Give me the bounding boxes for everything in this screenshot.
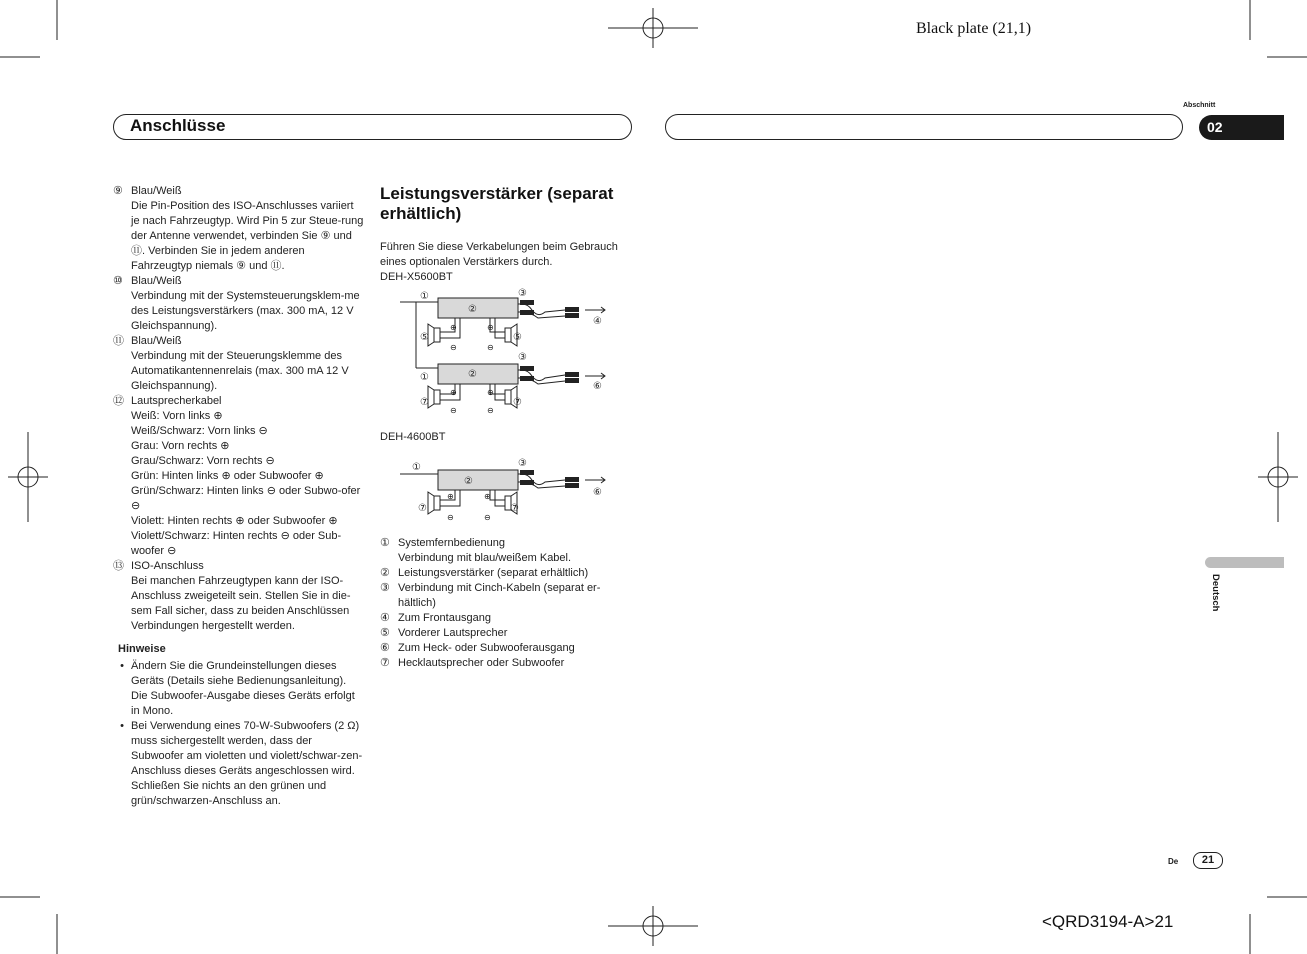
amp-intro: Führen Sie diese Verkabelungen beim Gebrauch eines optionalen Verstärkers durch. bbox=[380, 241, 618, 268]
list-item bbox=[380, 611, 620, 626]
item-title: Vorderer Lautsprecher bbox=[398, 627, 508, 639]
list-item bbox=[113, 274, 365, 334]
wiring-diagram-4600bt bbox=[400, 454, 620, 526]
label-7a: ⑦ bbox=[420, 397, 429, 408]
note-item bbox=[113, 719, 365, 809]
list-item bbox=[113, 559, 365, 634]
item-line: Grün/Schwarz: Hinten links ⊖ oder Subwo-ofer ⊖ bbox=[131, 485, 361, 512]
language-tab bbox=[1205, 557, 1284, 568]
left-column bbox=[113, 184, 365, 809]
label-1: ① bbox=[412, 462, 421, 473]
note-item bbox=[113, 659, 365, 719]
abschnitt-label: Abschnitt bbox=[1183, 102, 1216, 109]
notes-title: Hinweise bbox=[118, 643, 166, 655]
list-item bbox=[380, 536, 620, 566]
plus-sign: ⊕ bbox=[487, 323, 494, 332]
label-2: ② bbox=[464, 476, 473, 487]
list-item bbox=[113, 334, 365, 394]
item-title: Leistungsverstärker (separat erhältlich) bbox=[398, 567, 589, 579]
item-title: Systemfernbedienung bbox=[398, 537, 506, 549]
section-title: Anschlüsse bbox=[130, 116, 226, 135]
item-number: ⑥ bbox=[380, 642, 390, 654]
item-number: ⑤ bbox=[380, 627, 390, 639]
item-line: Grau/Schwarz: Vorn rechts ⊖ bbox=[131, 455, 275, 467]
label-4: ④ bbox=[593, 316, 602, 327]
minus-sign: ⊖ bbox=[450, 406, 457, 415]
label-7b: ⑦ bbox=[510, 503, 519, 514]
header-bar-right bbox=[665, 114, 1183, 140]
label-5a: ⑤ bbox=[420, 332, 429, 343]
plus-sign: ⊕ bbox=[484, 492, 491, 501]
list-item bbox=[380, 656, 620, 671]
item-line: Verbindung mit der Systemsteuerungsklem-me des Leistungsverstärkers (max. 300 mA, 12 V Gleichspannung). bbox=[131, 290, 360, 332]
item-number: ⑫ bbox=[113, 395, 124, 407]
item-number: ⑩ bbox=[113, 275, 123, 287]
label-1a: ① bbox=[420, 291, 429, 302]
item-number: ④ bbox=[380, 612, 390, 624]
label-3b: ③ bbox=[518, 352, 527, 363]
section-number-tab: 02 bbox=[1199, 115, 1284, 140]
list-item bbox=[380, 581, 620, 611]
item-number: ⑨ bbox=[113, 185, 123, 197]
plus-sign: ⊕ bbox=[450, 388, 457, 397]
item-number: ② bbox=[380, 567, 390, 579]
model-x5600bt: DEH-X5600BT bbox=[380, 271, 453, 283]
wire-list bbox=[113, 184, 365, 634]
document-code: <QRD3194-A>21 bbox=[1042, 912, 1174, 931]
item-line: Violett/Schwarz: Hinten rechts ⊖ oder Sub-woofer ⊖ bbox=[131, 530, 342, 557]
wiring-diagram-x5600bt bbox=[400, 282, 620, 422]
item-number: ① bbox=[380, 537, 390, 549]
item-line: Die Pin-Position des ISO-Anschlusses variiert je nach Fahrzeugtyp. Wird Pin 5 zur Steue-rung der Antenne verwendet, verbinden Sie ⑨ und ⑪. Verbinden Sie in jedem anderen Fahrzeugtyp niemals ⑨ und ⑪. bbox=[131, 200, 364, 272]
item-title: Blau/Weiß bbox=[131, 185, 182, 197]
note-text: Bei Verwendung eines 70-W-Subwoofers (2 Ω) muss sichergestellt werden, dass der Subwoofer am violetten und violett/schwar-zen-Anschluss dieses Geräts angeschlossen wird. Schließen Sie nichts an den grünen und grün/schwarzen-Anschluss an. bbox=[131, 720, 363, 807]
minus-sign: ⊖ bbox=[447, 513, 454, 522]
plus-sign: ⊕ bbox=[487, 388, 494, 397]
label-2b: ② bbox=[468, 369, 477, 380]
item-line: Weiß/Schwarz: Vorn links ⊖ bbox=[131, 425, 268, 437]
label-6: ⑥ bbox=[593, 381, 602, 392]
item-line: Verbindung mit der Steuerungsklemme des Automatikantennenrelais (max. 300 mA 12 V Gleichspannung). bbox=[131, 350, 349, 392]
item-title: Zum Heck- oder Subwooferausgang bbox=[398, 642, 575, 654]
plus-sign: ⊕ bbox=[450, 323, 457, 332]
item-line: Grün: Hinten links ⊕ oder Subwoofer ⊕ bbox=[131, 470, 324, 482]
plus-sign: ⊕ bbox=[447, 492, 454, 501]
list-item bbox=[113, 394, 365, 559]
item-title: Blau/Weiß bbox=[131, 335, 182, 347]
item-title: ISO-Anschluss bbox=[131, 560, 204, 572]
label-5b: ⑤ bbox=[513, 332, 522, 343]
amp-heading: Leistungsverstärker (separat erhältlich) bbox=[380, 184, 614, 223]
item-title: Lautsprecherkabel bbox=[131, 395, 222, 407]
item-title: Verbindung mit Cinch-Kabeln (separat er-hältlich) bbox=[398, 582, 601, 609]
item-line: Grau: Vorn rechts ⊕ bbox=[131, 440, 230, 452]
label-6: ⑥ bbox=[593, 487, 602, 498]
item-line: Violett: Hinten rechts ⊕ oder Subwoofer ⊕ bbox=[131, 515, 338, 527]
item-number: ③ bbox=[380, 582, 390, 594]
item-line: Weiß: Vorn links ⊕ bbox=[131, 410, 223, 422]
minus-sign: ⊖ bbox=[484, 513, 491, 522]
item-number: ⑦ bbox=[380, 657, 390, 669]
label-3: ③ bbox=[518, 458, 527, 469]
list-item bbox=[113, 184, 365, 274]
bullet-icon: • bbox=[120, 660, 124, 672]
label-7a: ⑦ bbox=[418, 503, 427, 514]
page-number: 21 bbox=[1193, 852, 1223, 869]
item-line: Bei manchen Fahrzeugtypen kann der ISO-Anschluss zweigeteilt sein. Stellen Sie in die-sem Fall sicher, dass zu beiden Anschlüssen Verbindungen hergestellt werden. bbox=[131, 575, 351, 632]
item-number: ⑬ bbox=[113, 560, 124, 572]
minus-sign: ⊖ bbox=[487, 343, 494, 352]
notes-list bbox=[113, 659, 365, 809]
label-2a: ② bbox=[468, 304, 477, 315]
item-title: Zum Frontausgang bbox=[398, 612, 491, 624]
item-number: ⑪ bbox=[113, 335, 124, 347]
language-label: Deutsch bbox=[1210, 574, 1221, 612]
label-7b: ⑦ bbox=[513, 397, 522, 408]
item-title: Hecklautsprecher oder Subwoofer bbox=[398, 657, 565, 669]
minus-sign: ⊖ bbox=[450, 343, 457, 352]
list-item bbox=[380, 626, 620, 641]
model-4600bt: DEH-4600BT bbox=[380, 431, 446, 443]
note-text: Ändern Sie die Grundeinstellungen dieses Geräts (Details siehe Bedienungsanleitung). Die Subwoofer-Ausgabe dieses Geräts erfolgt in Mono. bbox=[131, 660, 355, 717]
item-title: Blau/Weiß bbox=[131, 275, 182, 287]
language-code: De bbox=[1168, 857, 1179, 866]
diagram-legend bbox=[380, 536, 620, 671]
right-column bbox=[380, 184, 632, 285]
list-item bbox=[380, 566, 620, 581]
list-item bbox=[380, 641, 620, 656]
bullet-icon: • bbox=[120, 720, 124, 732]
label-3a: ③ bbox=[518, 288, 527, 299]
label-1b: ① bbox=[420, 372, 429, 383]
minus-sign: ⊖ bbox=[487, 406, 494, 415]
plate-label: Black plate (21,1) bbox=[916, 20, 1032, 37]
item-line: Verbindung mit blau/weißem Kabel. bbox=[398, 552, 572, 564]
